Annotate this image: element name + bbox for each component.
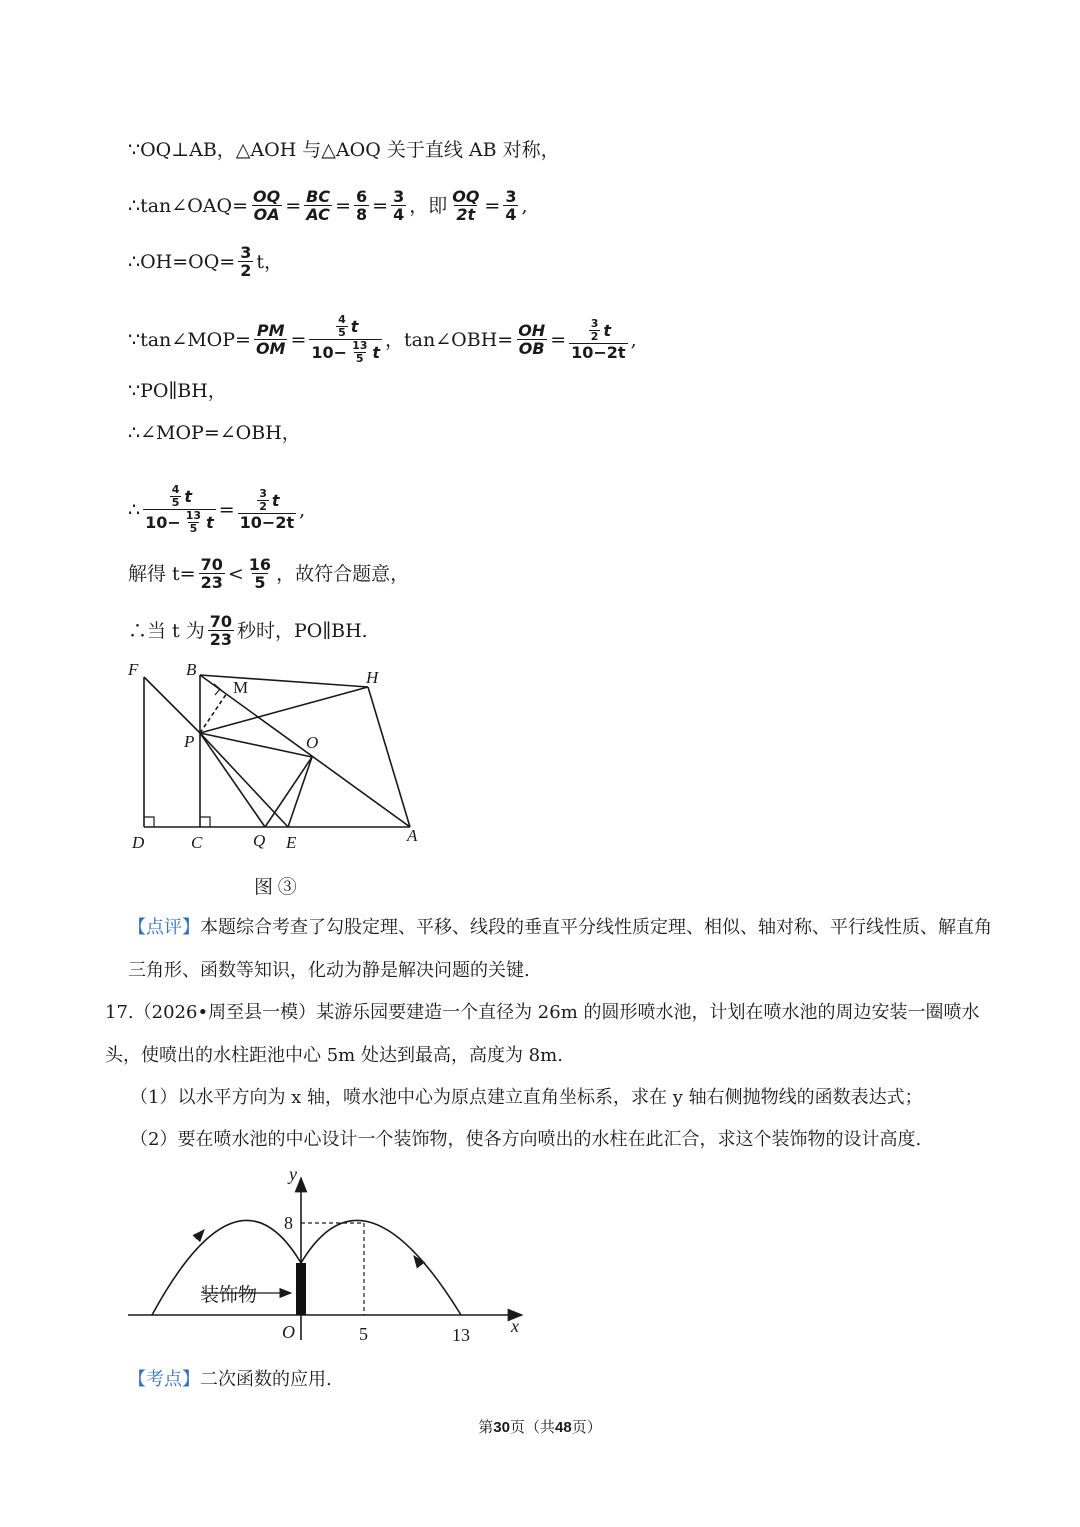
fraction: $\frac{4}{5}$ t 10− $\frac{13}{5}$ t xyxy=(145,483,214,535)
fountain-graph xyxy=(120,1160,540,1350)
page-footer: 第30页（共48页） xyxy=(478,1418,602,1436)
solution-text: ，tan∠OBH= xyxy=(385,328,514,351)
point-label: E xyxy=(286,833,297,852)
solution-line-3 xyxy=(128,244,283,279)
review-text: 本题综合考查了勾股定理、平移、线段的垂直平分线性质定理、相似、轴对称、平行线性质、解直角三角形、函数等知识，化动为静是解决问题的关键. xyxy=(128,917,992,981)
solution-line-2: ∴tan∠OAQ= $\frac{OQ}{OA}$ = $\frac{BC}{AC}$ = $\frac{6}{8}$ = $\frac{3}{4}$ ，即 $\frac{OQ}{2t}$ = $\frac{3}{4}$ , xyxy=(128,187,528,224)
fraction: $\frac{3}{2}$ t 10−2t xyxy=(571,317,626,362)
solution-text: t， xyxy=(256,250,284,273)
fraction: $\frac{OQ}{OA}$ xyxy=(253,187,281,224)
solution-text: ∴∠MOP=∠OBH， xyxy=(128,422,301,444)
solution-line-5 xyxy=(128,379,227,403)
fraction: $\frac{3}{4}$ xyxy=(393,187,405,224)
problem-17-question-1: （1）以水平方向为 x 轴，喷水池中心为原点建立直角坐标系，求在 y 轴右侧抛物线的函数表达式； xyxy=(130,1087,923,1108)
review-paragraph xyxy=(128,906,998,992)
page-total: 48 xyxy=(555,1419,572,1436)
solution-text: ∵tan∠MOP= xyxy=(128,328,251,351)
review-tag: 【点评】 xyxy=(128,917,200,938)
kaodian-tag: 【考点】 xyxy=(128,1369,200,1390)
solution-text: ∴当 t 为 xyxy=(128,619,205,642)
fraction: $\frac{BC}{AC}$ xyxy=(306,187,331,224)
solution-line-1 xyxy=(128,138,560,162)
fraction: $\frac{70}{23}$ xyxy=(209,612,232,649)
point-label: A xyxy=(407,826,418,845)
point-label: B xyxy=(186,660,197,679)
right-parabola xyxy=(301,1220,461,1315)
problem-17-statement xyxy=(105,991,995,1077)
solution-text: 解得 t= xyxy=(128,562,196,585)
solution-text: 秒时，PO∥BH. xyxy=(236,619,368,642)
x-axis-label: x xyxy=(511,1316,519,1336)
problem-number: 17. xyxy=(105,1002,134,1023)
solution-text: ∴ xyxy=(128,498,141,521)
point-label: P xyxy=(184,732,195,751)
page-number: 30 xyxy=(493,1419,510,1436)
ornament-label: 装饰物 xyxy=(200,1285,258,1306)
point-label: M xyxy=(233,678,249,697)
geometry-figure-3 xyxy=(120,655,440,905)
fraction: $\frac{OH}{OB}$ xyxy=(518,321,546,358)
fraction: $\frac{3}{2}$ t 10−2t xyxy=(239,487,295,532)
point-label: C xyxy=(191,833,203,852)
fraction: $\frac{4}{5}$ t 10− $\frac{13}{5}$ t xyxy=(311,313,381,365)
solution-text: ，故符合题意， xyxy=(276,562,410,585)
point-label: O xyxy=(306,733,319,752)
solution-text: ∵PO∥BH， xyxy=(128,380,227,402)
fraction: $\frac{PM}{OM}$ xyxy=(255,321,286,358)
fraction: $\frac{3}{4}$ xyxy=(505,187,517,224)
origin-label: O xyxy=(282,1322,295,1342)
x-tick-label: 5 xyxy=(359,1324,368,1344)
problem-17-question-2: （2）要在喷水池的中心设计一个装饰物，使各方向喷出的水柱在此汇合，求这个装饰物的设计高度. xyxy=(130,1129,922,1150)
problem-source: （2026•周至县一模） xyxy=(133,1002,317,1023)
solution-text: ，即 xyxy=(409,194,448,217)
fraction: $\frac{3}{2}$ xyxy=(240,243,252,280)
solution-line-8: 解得 t= $\frac{70}{23}$ < $\frac{16}{5}$ ，故符合题意， xyxy=(128,555,410,592)
solution-text: ∴OH=OQ= xyxy=(128,250,236,273)
fraction: $\frac{OQ}{2t}$ xyxy=(452,187,480,224)
kaodian-paragraph xyxy=(128,1358,988,1401)
solution-line-6 xyxy=(128,421,301,445)
y-tick-label: 8 xyxy=(284,1213,293,1233)
fraction: $\frac{16}{5}$ xyxy=(248,555,272,592)
kaodian-text: 二次函数的应用. xyxy=(200,1369,332,1390)
figure-caption: 图 ③ xyxy=(254,877,297,898)
point-label: D xyxy=(132,833,145,852)
fraction: $\frac{6}{8}$ xyxy=(356,187,368,224)
ornament-pillar xyxy=(296,1263,306,1315)
point-label: Q xyxy=(253,831,266,850)
solution-text: ∵OQ⊥AB，△AOH 与△AOQ 关于直线 AB 对称， xyxy=(128,139,560,161)
solution-text: ∴tan∠OAQ= xyxy=(128,194,249,217)
problem-text: 某游乐园要建造一个直径为 26m 的圆形喷水池，计划在喷水池的周边安装一圈喷水头，使喷出的水柱距池中心 5m 处达到最高，高度为 8m. xyxy=(105,1002,980,1066)
x-tick-label: 13 xyxy=(452,1325,470,1345)
fraction: $\frac{70}{23}$ xyxy=(200,555,223,592)
y-axis-label: y xyxy=(289,1164,297,1184)
solution-line-7: ∴ $\frac{4}{5}$ t 10− $\frac{13}{5}$ t = $\frac{3}{2}$ t 10−2t , xyxy=(128,483,306,535)
solution-line-9 xyxy=(128,613,368,648)
solution-line-4: ∵tan∠MOP= $\frac{PM}{OM}$ = $\frac{4}{5}$ t 10− $\frac{13}{5}$ t ，tan∠OBH= $\frac{OH}{OB}$ = $\frac{3}{2}$ t 10−2t , xyxy=(128,313,637,365)
point-label: H xyxy=(366,668,379,687)
point-label: F xyxy=(128,660,139,679)
